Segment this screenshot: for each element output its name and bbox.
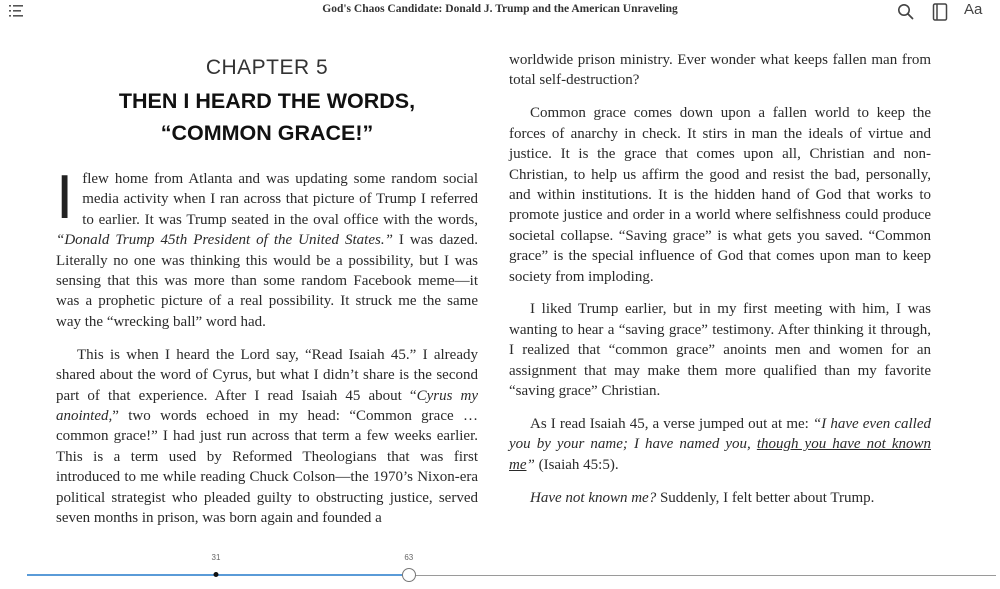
chapter-heading [56,54,478,149]
drop-cap: I [56,163,74,232]
paragraph [509,488,931,508]
paragraph-text: This is when I heard the Lord say, “Read Isaiah 45.” I already shared about the word of Cyrus, but what I didn’t share is the second part of that experience. After I read Isaiah 45 about “ [56,346,478,404]
paragraph-italic: “I have even called you by your name; I have named you, [509,416,931,453]
paragraph-italic: ” [526,456,535,473]
paragraph-text: As I read Isaiah 45, a verse jumped out at me: [530,416,813,432]
paragraph-italic: “Donald Trump 45th President of the United States.” [56,232,393,249]
paragraph-italic: Cyrus my anointed, [56,387,479,424]
page-scrubber[interactable] [0,540,1000,589]
book-title: God's Chaos Candidate: Donald J. Trump and the American Unraveling [322,3,678,15]
current-page-number: 63 [404,553,414,562]
paragraph: worldwide prison ministry. Ever wonder what keeps fallen man from total self-destruction? [509,52,931,89]
search-icon[interactable] [897,3,914,20]
font-settings-icon[interactable]: Aa [964,1,983,18]
chapter-title-line-2: “COMMON GRACE!” [160,121,374,145]
bookmark-icon[interactable] [932,3,948,21]
highlighted-quote[interactable]: though you have not known me [509,436,931,473]
paragraph-text: I was dazed. Literally no one was thinking this would be a possibility, but I was sensing that this was more than some random Facebook meme—it was a prophetic picture of a real possibility. It struck me the same way the “wrecking ball” word had. [56,232,478,330]
page-marker-dot[interactable] [213,572,218,577]
paragraph: Common grace comes down upon a fallen world to keep the forces of anarchy in check. It stirs in man the ideals of virtue and justice. It is the grace that comes upon all, Christian and non-Christian, to help us affirm the good and resist the bad, personally, and within institutions. It is the hidden hand of God that works to promote justice and order in a world where selfishness could produce societal collapse. “Saving grace” is what gets you saved. “Common grace” is the special influence of God that comes upon man to keep society from imploding. [509,105,931,285]
chapter-title [56,85,478,149]
left-page [56,50,478,541]
marker-page-number: 31 [211,553,221,562]
scrubber-handle[interactable] [402,568,416,582]
paragraph-text: ” two words echoed in my head: “Common grace … common grace!” I had just run across that term a few weeks earlier. This is a term used by Reformed Theologians that was first introduced to me while reading Chuck Colson—the 1970’s Nixon-era political strategist who pleaded guilty to obstructing justice, served seven months in prison, was born again and founded a [56,407,478,526]
reader-toolbar [0,0,1000,24]
paragraph: I liked Trump earlier, but in my first meeting with him, I was wanting to hear a “saving grace” testimony. After thinking it through, I realized that “common grace” anoints men and women for an assignment that may make them more qualified than my favorite “saving grace” Christian. [509,301,931,400]
chapter-number: CHAPTER 5 [205,56,329,79]
paragraph-italic: Have not known me? [530,489,657,506]
chapter-title-line-1: THEN I HEARD THE WORDS, [118,89,416,113]
right-page [509,50,931,521]
paragraph [509,414,931,475]
paragraph [56,345,478,529]
paragraph-text: Suddenly, I felt better about Trump. [656,489,875,506]
paragraph [56,163,478,332]
paragraph-text: flew home from Atlanta and was updating some random social media activity when I ran across that picture of Trump I referred to earlier. It was Trump seated in the oval office with the words, [82,171,478,228]
paragraph-text: (Isaiah 45:5). [534,456,619,473]
